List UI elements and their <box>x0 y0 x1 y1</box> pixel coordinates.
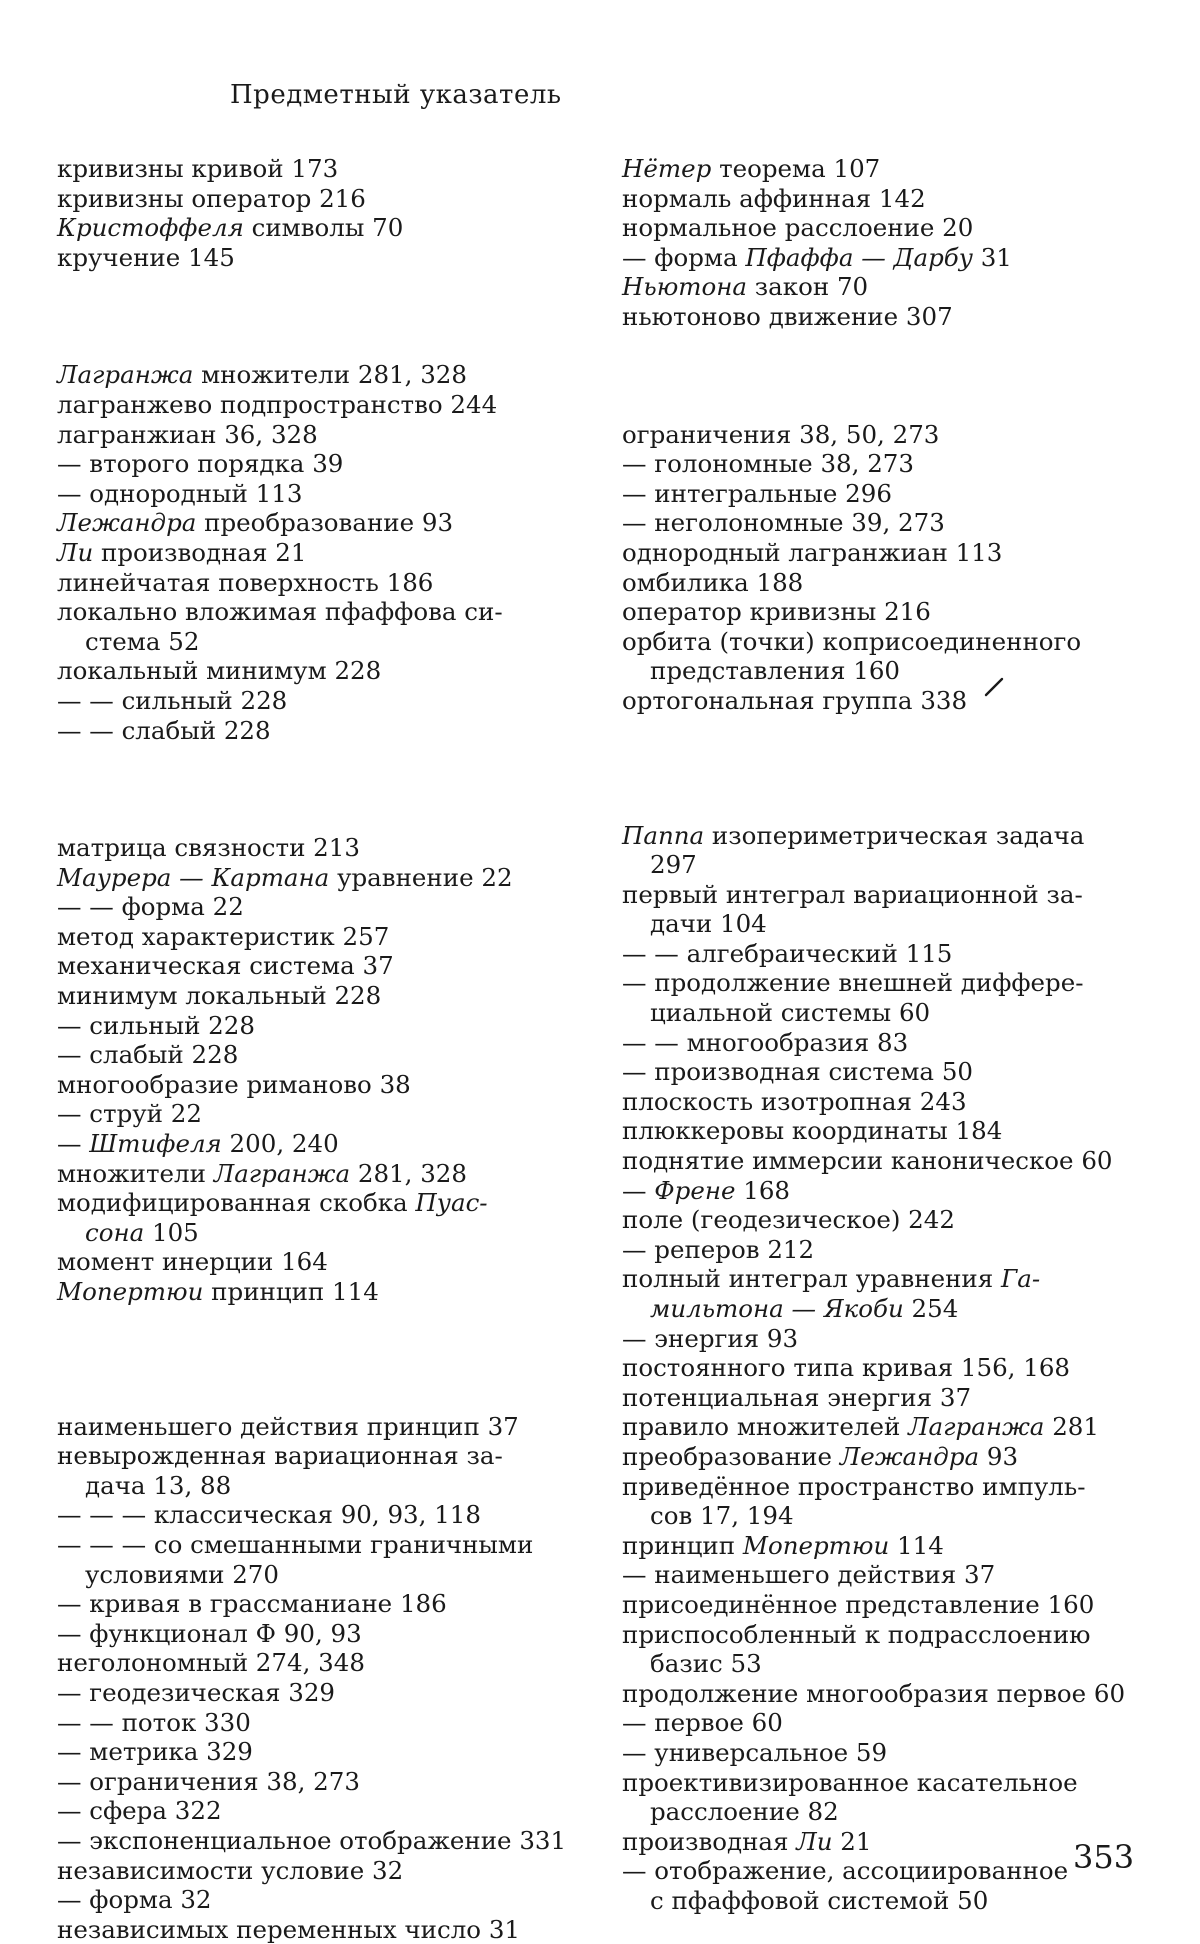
entry-text: метод характеристик 257 <box>57 921 390 951</box>
index-column-left <box>57 154 577 1944</box>
section-gap <box>57 745 577 833</box>
index-entry <box>622 597 1144 627</box>
index-entry <box>57 1737 577 1767</box>
index-entry <box>622 1028 1144 1058</box>
index-entry <box>57 1188 577 1218</box>
entry-text: ньютоново движение 307 <box>622 301 953 331</box>
page-header: Предметный указатель <box>230 80 562 110</box>
index-entry <box>57 1589 577 1619</box>
entry-text: — <box>57 1129 90 1159</box>
index-entry <box>57 1011 577 1041</box>
entry-text: 297 <box>650 850 697 880</box>
index-entry <box>622 449 1144 479</box>
entry-text: — однородный 113 <box>57 478 303 508</box>
entry-text: невырожденная вариационная за- <box>57 1441 503 1471</box>
index-entry <box>622 1797 1144 1827</box>
index-entry <box>57 508 577 538</box>
index-entry <box>57 981 577 1011</box>
index-entry <box>622 479 1144 509</box>
entry-text: лагранжиан 36, 328 <box>57 419 318 449</box>
entry-text: — второго порядка 39 <box>57 449 344 479</box>
entry-text: принцип <box>622 1530 743 1560</box>
entry-text: минимум локальный 228 <box>57 981 382 1011</box>
index-entry <box>622 1235 1144 1265</box>
entry-text: изопериметрическая задача <box>704 820 1085 850</box>
entry-text: независимых переменных число 31 <box>57 1914 520 1944</box>
entry-text: нормальное расслоение 20 <box>622 213 974 243</box>
entry-text: — ограничения 38, 273 <box>57 1766 360 1796</box>
entry-text: поле (геодезическое) 242 <box>622 1205 955 1235</box>
entry-text: производная <box>622 1826 797 1856</box>
entry-text: плоскость изотропная 243 <box>622 1086 967 1116</box>
entry-text: модифицированная скобка <box>57 1188 416 1218</box>
entry-text: плюккеровы координаты 184 <box>622 1116 1003 1146</box>
index-entry <box>57 1619 577 1649</box>
entry-text: нормаль аффинная 142 <box>622 183 926 213</box>
index-entry <box>622 850 1144 880</box>
index-entry <box>57 154 577 184</box>
index-entry <box>622 1412 1144 1442</box>
entry-name-italic: Га- <box>1001 1264 1041 1294</box>
index-entry <box>57 184 577 214</box>
index-entry <box>57 686 577 716</box>
index-entry <box>57 360 577 390</box>
entry-text: — — поток 330 <box>57 1707 251 1737</box>
index-entry <box>57 420 577 450</box>
entry-text: 105 <box>144 1217 199 1247</box>
index-entry <box>622 1886 1144 1916</box>
entry-text: расслоение 82 <box>650 1797 839 1827</box>
entry-text: ортогональная группа 338 <box>622 685 968 715</box>
index-entry <box>622 538 1144 568</box>
entry-text: — форма 32 <box>57 1885 212 1915</box>
entry-text: первый интеграл вариационной за- <box>622 879 1083 909</box>
index-entry <box>622 1501 1144 1531</box>
entry-name-italic: Ньютона <box>622 272 748 302</box>
entry-name-italic: Пуас- <box>415 1188 488 1218</box>
entry-text: — форма <box>622 242 746 272</box>
entry-text: — производная система 50 <box>622 1057 974 1087</box>
entry-name-italic: Пфаффа — Дарбу <box>745 242 973 272</box>
index-entry <box>622 420 1144 450</box>
index-entry <box>622 184 1144 214</box>
entry-text: — сфера 322 <box>57 1796 222 1826</box>
entry-text: омбилика 188 <box>622 567 804 597</box>
entry-text: — продолжение внешней диффере- <box>622 968 1084 998</box>
page-number: 353 <box>1073 1838 1135 1876</box>
entry-name-italic: Ли <box>796 1826 833 1856</box>
index-entry <box>622 1146 1144 1176</box>
index-column-right <box>622 154 1144 1915</box>
index-entry <box>622 508 1144 538</box>
entry-text: — — — со смешанными граничными <box>57 1529 534 1559</box>
entry-text: — первое 60 <box>622 1708 783 1738</box>
entry-text: дачи 104 <box>650 909 767 939</box>
index-entry <box>57 1471 577 1501</box>
entry-text: — наименьшего действия 37 <box>622 1560 996 1590</box>
entry-text: множители 281, 328 <box>193 360 467 390</box>
index-entry <box>622 1560 1144 1590</box>
entry-text: оператор кривизны 216 <box>622 597 931 627</box>
index-entry <box>57 243 577 273</box>
index-entry <box>57 627 577 657</box>
index-entry <box>622 154 1144 184</box>
index-entry <box>622 1057 1144 1087</box>
entry-name-italic: Лагранжа <box>57 360 194 390</box>
entry-text: приспособленный к подрасслоению <box>622 1619 1091 1649</box>
index-entry <box>622 243 1144 273</box>
index-entry <box>57 833 577 863</box>
index-entry <box>57 716 577 746</box>
entry-text: — — форма 22 <box>57 892 244 922</box>
entry-text: теорема 107 <box>711 154 881 183</box>
entry-text: — <box>622 1175 655 1205</box>
entry-text: присоединённое представление 160 <box>622 1589 1095 1619</box>
entry-name-italic: Лежандра <box>839 1441 980 1471</box>
index-entry <box>57 892 577 922</box>
entry-text: — неголономные 39, 273 <box>622 508 945 538</box>
index-entry <box>57 390 577 420</box>
entry-text: циальной системы 60 <box>650 998 931 1028</box>
entry-name-italic: Лагранжа <box>213 1158 351 1188</box>
entry-text: 31 <box>972 242 1012 272</box>
entry-text: правило множителей <box>622 1412 909 1442</box>
entry-text: лагранжево подпространство 244 <box>57 389 498 419</box>
entry-text: 21 <box>832 1826 872 1856</box>
entry-text: линейчатая поверхность 186 <box>57 567 434 597</box>
index-entry <box>57 1218 577 1248</box>
entry-text: ограничения 38, 50, 273 <box>622 419 940 449</box>
entry-text: — универсальное 59 <box>622 1737 888 1767</box>
index-entry <box>57 568 577 598</box>
index-entry <box>622 1649 1144 1679</box>
index-entry <box>57 1099 577 1129</box>
index-entry <box>57 1796 577 1826</box>
entry-text: сов 17, 194 <box>650 1501 794 1531</box>
index-entry <box>622 1620 1144 1650</box>
entry-text: — сильный 228 <box>57 1010 255 1040</box>
index-entry <box>57 479 577 509</box>
entry-text: 93 <box>979 1441 1019 1471</box>
entry-text: — геодезическая 329 <box>57 1677 335 1707</box>
section-gap <box>57 272 577 360</box>
entry-text: проективизированное касательное <box>622 1767 1078 1797</box>
entry-text: наименьшего действия принцип 37 <box>57 1411 519 1441</box>
index-entry <box>622 1531 1144 1561</box>
entry-text: — метрика 329 <box>57 1737 253 1767</box>
entry-name-italic: Нётер <box>622 154 712 183</box>
entry-text: кривизны оператор 216 <box>57 183 366 213</box>
entry-text: момент инерции 164 <box>57 1247 328 1277</box>
entry-text: производная 21 <box>93 537 307 567</box>
entry-text: локально вложимая пфаффова си- <box>57 597 503 627</box>
index-entry <box>622 1176 1144 1206</box>
entry-text: 168 <box>735 1175 791 1205</box>
index-entry <box>622 909 1144 939</box>
entry-name-italic: Маурера — Картана <box>57 862 330 892</box>
index-entry <box>57 1247 577 1277</box>
index-entry <box>57 1648 577 1678</box>
index-entry <box>622 1087 1144 1117</box>
entry-text: орбита (точки) коприсоединенного <box>622 626 1082 656</box>
index-entry <box>622 1472 1144 1502</box>
index-entry <box>622 686 1144 716</box>
index-entry <box>622 1442 1144 1472</box>
index-entry <box>622 1768 1144 1798</box>
entry-text: с пфаффовой системой 50 <box>650 1885 989 1915</box>
index-entry <box>57 1678 577 1708</box>
index-entry <box>57 1826 577 1856</box>
entry-text: — функционал Ф 90, 93 <box>57 1618 362 1648</box>
entry-name-italic: Лежандра <box>57 508 197 538</box>
index-entry <box>622 213 1144 243</box>
index-entry <box>57 1129 577 1159</box>
index-entry <box>622 272 1144 302</box>
index-entry <box>57 1441 577 1471</box>
index-entry <box>57 1708 577 1738</box>
index-entry <box>622 627 1144 657</box>
entry-text: символы 70 <box>243 213 404 243</box>
entry-text: независимости условие 32 <box>57 1855 404 1885</box>
entry-text: механическая система 37 <box>57 951 394 981</box>
index-entry <box>622 568 1144 598</box>
index-entry <box>57 1040 577 1070</box>
entry-name-italic: мильтона — Якоби <box>650 1294 904 1323</box>
index-entry <box>622 1324 1144 1354</box>
index-entry <box>622 1590 1144 1620</box>
index-entry <box>622 821 1144 851</box>
entry-text: стема 52 <box>85 626 200 656</box>
index-entry <box>622 1827 1144 1857</box>
entry-text: локальный минимум 228 <box>57 656 382 686</box>
index-entry <box>57 213 577 243</box>
pen-mark-icon <box>983 676 1005 698</box>
index-entry <box>622 880 1144 910</box>
index-entry <box>622 998 1144 1028</box>
entry-text: — — сильный 228 <box>57 685 288 715</box>
entry-text: 281, 328 <box>350 1158 467 1188</box>
entry-text: — отображение, ассоциированное <box>622 1856 1069 1886</box>
entry-text: уравнение 22 <box>329 862 513 892</box>
entry-text: 114 <box>889 1530 944 1560</box>
index-entry <box>57 656 577 686</box>
entry-text: продолжение многообразия первое 60 <box>622 1678 1126 1708</box>
entry-name-italic: Мопертюи <box>742 1530 890 1560</box>
entry-text: однородный лагранжиан 113 <box>622 537 1003 567</box>
index-entry <box>57 1070 577 1100</box>
entry-name-italic: Френе <box>654 1175 736 1205</box>
entry-name-italic: Ли <box>57 537 94 567</box>
index-entry <box>622 1205 1144 1235</box>
index-entry <box>57 597 577 627</box>
index-entry <box>57 1767 577 1797</box>
entry-text: постоянного типа кривая 156, 168 <box>622 1353 1071 1383</box>
entry-text: — — алгебраический 115 <box>622 938 953 968</box>
entry-name-italic: сона <box>85 1217 145 1247</box>
entry-text: неголономный 274, 348 <box>57 1648 365 1678</box>
entry-text: преобразование 93 <box>196 508 454 538</box>
entry-text: — слабый 228 <box>57 1040 239 1070</box>
entry-text: 281 <box>1044 1412 1099 1442</box>
index-entry <box>622 656 1144 686</box>
index-entry <box>622 1116 1144 1146</box>
section-gap <box>622 716 1144 821</box>
index-entry <box>57 922 577 952</box>
entry-text: закон 70 <box>747 272 869 302</box>
entry-name-italic: Штифеля <box>89 1129 222 1159</box>
index-entry <box>57 1856 577 1886</box>
entry-text: множители <box>57 1158 214 1188</box>
index-entry <box>622 939 1144 969</box>
index-entry <box>57 951 577 981</box>
index-entry <box>57 1277 577 1307</box>
index-entry <box>57 863 577 893</box>
entry-text: — интегральные 296 <box>622 478 892 508</box>
entry-text: многообразие риманово 38 <box>57 1069 411 1099</box>
entry-text: преобразование <box>622 1441 840 1471</box>
entry-text: кривизны кривой 173 <box>57 154 339 183</box>
index-entry <box>622 1679 1144 1709</box>
entry-text: представления 160 <box>650 656 901 686</box>
index-entry <box>57 1560 577 1590</box>
index-entry <box>57 1159 577 1189</box>
index-entry <box>622 1708 1144 1738</box>
index-entry <box>622 968 1144 998</box>
entry-text: 254 <box>903 1294 959 1323</box>
entry-text: потенциальная энергия 37 <box>622 1382 972 1412</box>
index-entry <box>622 1856 1144 1886</box>
entry-text: — струй 22 <box>57 1099 202 1129</box>
entry-text: условиями 270 <box>85 1559 279 1589</box>
entry-name-italic: Лагранжа <box>908 1412 1045 1442</box>
entry-text: базис 53 <box>650 1649 762 1679</box>
index-entry <box>622 302 1144 332</box>
entry-text: поднятие иммерсии каноническое 60 <box>622 1146 1113 1176</box>
index-entry <box>622 1264 1144 1294</box>
entry-text: — — — классическая 90, 93, 118 <box>57 1500 481 1530</box>
entry-text: 200, 240 <box>221 1129 339 1159</box>
index-entry <box>57 1530 577 1560</box>
index-entry <box>57 1412 577 1442</box>
index-entry <box>57 449 577 479</box>
entry-text: кручение 145 <box>57 242 235 272</box>
index-entry <box>57 1915 577 1944</box>
entry-text: — энергия 93 <box>622 1323 799 1353</box>
entry-name-italic: Кристоффеля <box>57 213 244 243</box>
index-entry <box>622 1738 1144 1768</box>
entry-text: — кривая в грассманиане 186 <box>57 1589 447 1619</box>
entry-text: дача 13, 88 <box>85 1470 232 1500</box>
index-entry <box>622 1383 1144 1413</box>
entry-text: полный интеграл уравнения <box>622 1264 1002 1294</box>
entry-text: — — слабый 228 <box>57 715 271 745</box>
entry-text: — экспоненциальное отображение 331 <box>57 1825 567 1855</box>
entry-text: матрица связности 213 <box>57 833 360 863</box>
entry-text: приведённое пространство импуль- <box>622 1471 1086 1501</box>
entry-name-italic: Паппа <box>622 820 705 850</box>
entry-text: — реперов 212 <box>622 1234 815 1264</box>
index-entry <box>57 538 577 568</box>
entry-text: — — многообразия 83 <box>622 1027 909 1057</box>
index-entry <box>622 1294 1144 1324</box>
section-gap <box>57 1307 577 1412</box>
entry-name-italic: Мопертюи <box>57 1277 204 1306</box>
entry-text: принцип 114 <box>203 1277 379 1306</box>
index-entry <box>57 1885 577 1915</box>
entry-text: — голономные 38, 273 <box>622 449 914 479</box>
section-gap <box>622 332 1144 420</box>
index-entry <box>622 1353 1144 1383</box>
index-entry <box>57 1500 577 1530</box>
